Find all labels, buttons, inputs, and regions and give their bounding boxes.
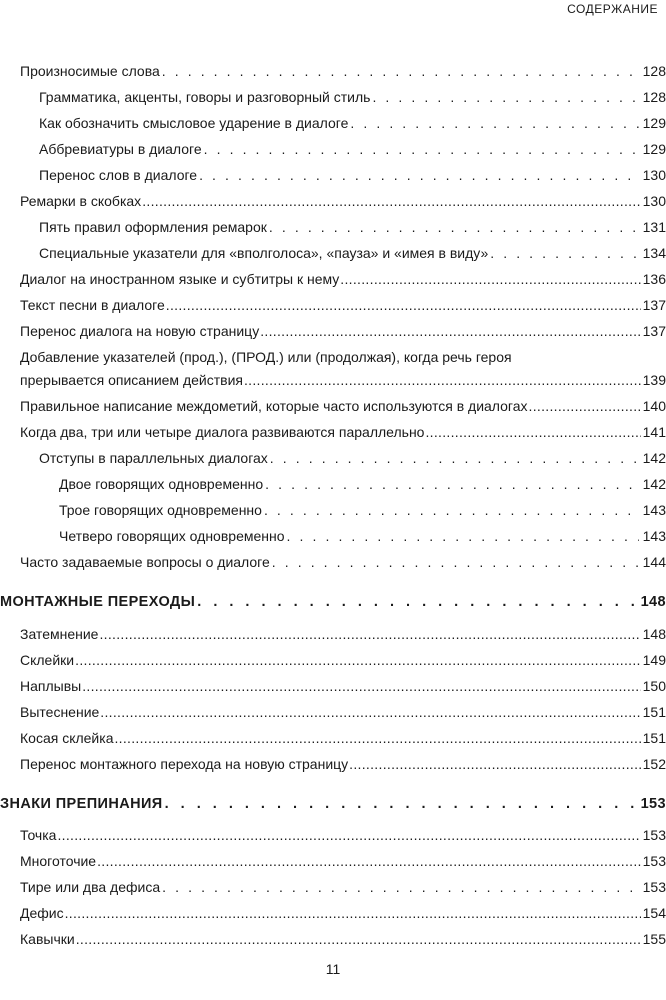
toc-page-number: 131: [642, 219, 666, 235]
toc-page-number: 137: [642, 297, 666, 313]
toc-entry-title: Трое говорящих одновременно: [59, 502, 262, 518]
dot-leader: [204, 140, 639, 158]
dot-leader: [349, 755, 640, 773]
toc-page-number: 143: [642, 502, 666, 518]
toc-page-number: 153: [642, 853, 666, 869]
dot-leader: [166, 296, 641, 314]
toc-page-number: 149: [642, 652, 666, 668]
dot-leader: [162, 62, 639, 80]
dot-leader: [165, 795, 637, 813]
dot-leader: [76, 930, 641, 948]
toc-page-number: 137: [642, 323, 666, 339]
toc-entry: [20, 553, 666, 571]
toc-entry-title: Грамматика, акценты, говоры и разговорный стиль: [39, 89, 371, 105]
toc-entry: [20, 322, 666, 340]
toc-entry: [39, 218, 666, 236]
toc-entry-title: Аббревиатуры в диалоге: [39, 141, 202, 157]
toc-page-number: 153: [640, 796, 666, 812]
toc-page-number: 141: [642, 424, 666, 440]
toc-entry: [20, 729, 666, 747]
toc-entry: [59, 527, 666, 545]
toc-entry: [20, 904, 666, 922]
toc-entry-title: Точка: [20, 827, 57, 843]
toc-entry: [20, 397, 666, 415]
toc-page-number: 129: [642, 141, 666, 157]
toc-entry: [39, 140, 666, 158]
toc-entry-title: Отступы в параллельных диалогах: [39, 450, 268, 466]
toc-page-number: 155: [642, 931, 666, 947]
toc-entry-title: Склейки: [20, 652, 75, 668]
toc-entry: [39, 166, 666, 184]
toc-page-number: 144: [642, 554, 666, 570]
toc-entry-title: Перенос слов в диалоге: [39, 167, 198, 183]
toc-entry: [20, 270, 666, 288]
dot-leader: [350, 114, 638, 132]
dot-leader: [270, 449, 639, 467]
running-head: СОДЕРЖАНИЕ: [567, 2, 658, 16]
dot-leader: [99, 625, 640, 643]
dot-leader: [142, 192, 640, 210]
toc-entry-title: Как обозначить смысловое ударение в диалоге: [39, 115, 349, 131]
toc-page-number: 139: [642, 372, 666, 388]
toc-entry-title: Текст песни в диалоге: [20, 297, 165, 313]
section-heading-title: ЗНАКИ ПРЕПИНАНИЯ: [0, 796, 163, 812]
toc-entry: [20, 878, 666, 896]
toc-entry-title: Косая склейка: [20, 730, 114, 746]
toc-page-number: 151: [642, 730, 666, 746]
dot-leader: [114, 729, 640, 747]
toc-entry-title: Часто задаваемые вопросы о диалоге: [20, 554, 270, 570]
toc-entry: [20, 755, 666, 773]
toc-page-number: 142: [642, 476, 666, 492]
dot-leader: [372, 88, 638, 106]
dot-leader: [265, 475, 638, 493]
toc-page-number: 143: [642, 528, 666, 544]
toc-entry: [39, 244, 666, 262]
dot-leader: [197, 593, 636, 611]
dot-leader: [65, 904, 641, 922]
toc-entry-title: Правильное написание междометий, которые часто используются в диалогах: [20, 398, 528, 414]
dot-leader: [97, 852, 641, 870]
toc-page-number: 140: [642, 398, 666, 414]
toc-entry-title: Ремарки в скобках: [20, 193, 142, 209]
toc-entry-title: Тире или два дефиса: [20, 879, 161, 895]
dot-leader: [264, 501, 639, 519]
toc-entry: [20, 703, 666, 721]
toc-entry-title: Произносимые слова: [20, 63, 160, 79]
toc-entry: [20, 930, 666, 948]
toc-page-number: 150: [642, 678, 666, 694]
toc-entry: [59, 475, 666, 493]
dot-leader: [244, 371, 641, 389]
toc-entry-title: Затемнение: [20, 626, 99, 642]
section-heading-title: МОНТАЖНЫЕ ПЕРЕХОДЫ: [0, 594, 196, 610]
toc-entry: [20, 651, 666, 669]
dot-leader: [75, 651, 641, 669]
toc-page-number: 152: [642, 756, 666, 772]
toc-page-number: 154: [642, 905, 666, 921]
dot-leader: [57, 826, 640, 844]
dot-leader: [287, 527, 639, 545]
dot-leader: [260, 322, 640, 340]
dot-leader: [269, 218, 639, 236]
dot-leader: [82, 677, 640, 695]
toc-page-number: 134: [642, 245, 666, 261]
toc-entry: [20, 852, 666, 870]
toc-entry-title: Многоточие: [20, 853, 97, 869]
toc-entry-title: Четверо говорящих одновременно: [59, 528, 285, 544]
toc-page-number: 129: [642, 115, 666, 131]
toc-entry: [20, 423, 666, 441]
toc-entry: [20, 192, 666, 210]
toc-entry-title: Дефис: [20, 905, 64, 921]
toc-entry: [20, 62, 666, 80]
toc-entry-title: Кавычки: [20, 931, 75, 947]
toc-entry-title: Специальные указатели для «вполголоса», «пауза» и «имея в виду»: [39, 245, 489, 261]
toc-entry: [20, 677, 666, 695]
toc-entry: [20, 625, 666, 643]
toc-page-number: 148: [642, 626, 666, 642]
toc-entry-title-line1: Добавление указателей (прод.), (ПРОД.) или (продолжая), когда речь героя: [20, 349, 512, 365]
toc-page-number: 136: [642, 271, 666, 287]
toc-page-number: 130: [642, 167, 666, 183]
toc-entry: [59, 501, 666, 519]
toc-entry-title: Наплывы: [20, 678, 82, 694]
dot-leader: [100, 703, 640, 721]
toc-page-number: 130: [642, 193, 666, 209]
toc-page-number: 142: [642, 450, 666, 466]
dot-leader: [340, 270, 640, 288]
toc-entry: [39, 88, 666, 106]
toc-section-heading: [0, 795, 666, 813]
toc-entry-title-line2: прерывается описанием действия: [20, 372, 243, 388]
toc-page-number: 148: [640, 594, 666, 610]
toc-entry: [39, 449, 666, 467]
toc-page-number: 128: [642, 89, 666, 105]
toc-entry-title: Пять правил оформления ремарок: [39, 219, 267, 235]
toc-entry-title: Перенос диалога на новую страницу: [20, 323, 260, 339]
dot-leader: [162, 878, 639, 896]
page-number: 11: [325, 961, 341, 977]
dot-leader: [425, 423, 640, 441]
toc-entry: [20, 826, 666, 844]
toc-entry-title: Диалог на иностранном языке и субтитры к нему: [20, 271, 340, 287]
dot-leader: [199, 166, 639, 184]
toc-section-heading: [0, 593, 666, 611]
dot-leader: [529, 397, 641, 415]
toc-page-number: 153: [642, 827, 666, 843]
toc-entry-title: Вытеснение: [20, 704, 100, 720]
toc-entry: [39, 114, 666, 132]
dot-leader: [272, 553, 639, 571]
dot-leader: [490, 244, 638, 262]
toc-entry-title: Перенос монтажного перехода на новую страницу: [20, 756, 349, 772]
toc-page-number: 128: [642, 63, 666, 79]
toc-page-number: 151: [642, 704, 666, 720]
toc-entry: [20, 296, 666, 314]
toc-entry-title: Двое говорящих одновременно: [59, 476, 264, 492]
toc-entry-title: Когда два, три или четыре диалога развиваются параллельно: [20, 424, 425, 440]
toc-entry: [20, 371, 666, 389]
toc-page-number: 153: [642, 879, 666, 895]
